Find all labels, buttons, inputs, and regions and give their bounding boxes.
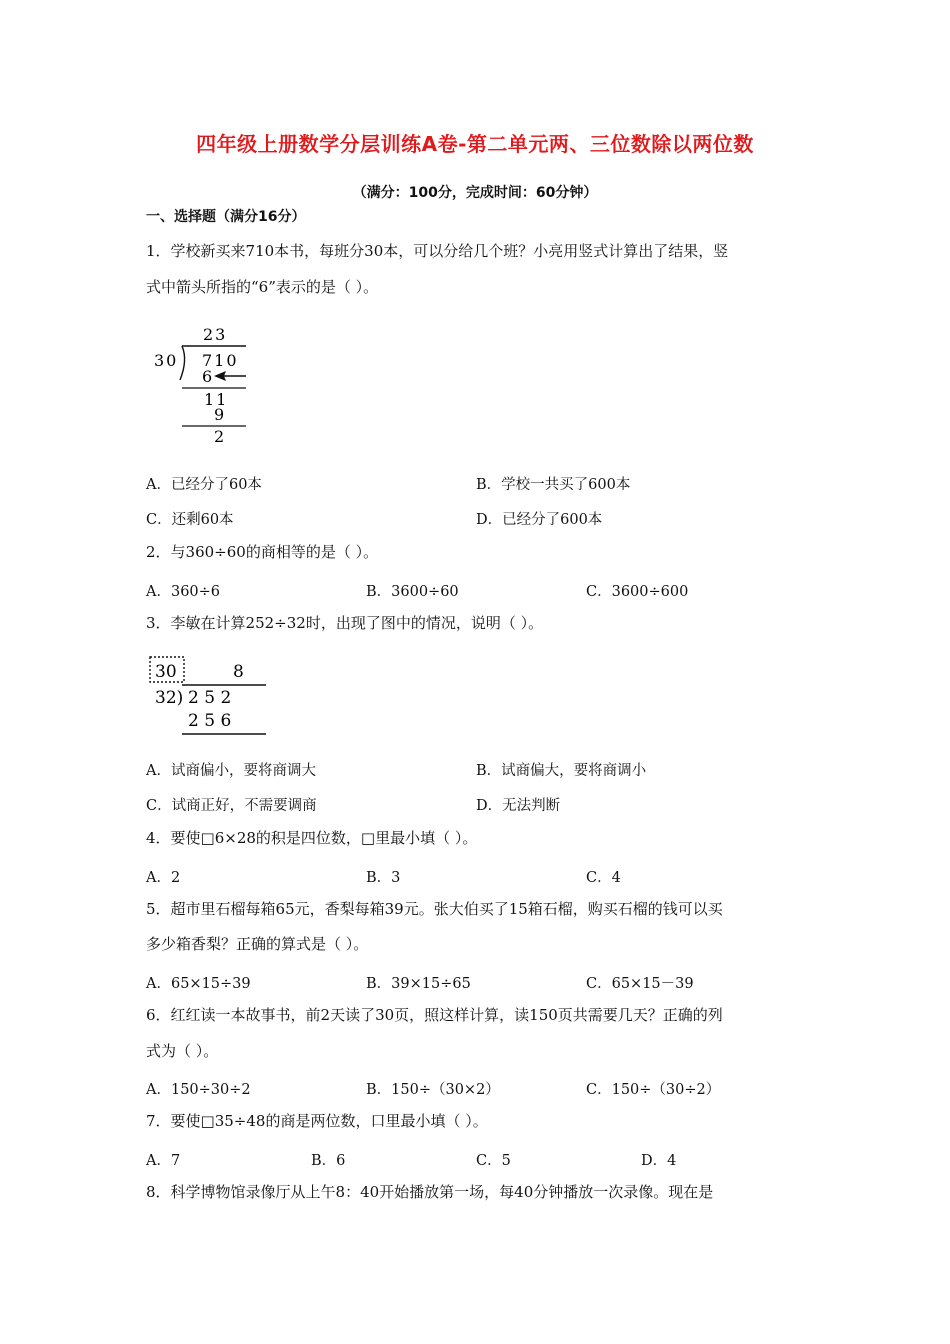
q3-trial-quotient: 30 (155, 662, 177, 682)
question-6-line1: 6．红红读一本故事书，前2天读了30页，照这样计算，读150页共需要几天？正确的列 (146, 1006, 723, 1024)
q2-option-a[interactable]: A．360÷6 (146, 584, 221, 600)
question-4: 4．要使□6×28的积是四位数，□里最小填（ ）。 (146, 829, 478, 847)
q1-division-bracket (180, 346, 185, 380)
q1-option-b[interactable]: B．学校一共买了600本 (476, 477, 631, 493)
q7-option-b[interactable]: B．6 (311, 1153, 346, 1169)
q7-option-c[interactable]: C．5 (476, 1153, 511, 1169)
q2-option-b[interactable]: B．3600÷60 (366, 584, 459, 600)
score-time-note: （满分：100分，完成时间：60分钟） (352, 185, 598, 201)
q7-option-a[interactable]: A．7 (146, 1153, 181, 1169)
question-1-line2: 式中箭头所指的“6”表示的是（ ）。 (146, 278, 379, 296)
page-title: 四年级上册数学分层训练A卷-第二单元两、三位数除以两位数 (196, 132, 754, 156)
q1-option-c[interactable]: C．还剩60本 (146, 512, 234, 528)
q6-option-a[interactable]: A．150÷30÷2 (146, 1082, 251, 1098)
q6-option-c[interactable]: C．150÷（30÷2） (586, 1082, 721, 1098)
long-division-diagram-3 (146, 652, 271, 740)
q1-dividend: 710 (202, 351, 239, 370)
q3-option-a[interactable]: A．试商偏小，要将商调大 (146, 763, 316, 779)
long-division-diagram-1 (146, 320, 261, 450)
q1-step2-product: 9 (214, 405, 225, 424)
q3-product: 2 5 6 (188, 711, 232, 731)
section-heading-choice: 一、选择题（满分16分） (146, 209, 306, 225)
q2-option-c[interactable]: C．3600÷600 (586, 584, 689, 600)
q4-option-c[interactable]: C．4 (586, 870, 621, 886)
question-6-line2: 式为（ ）。 (146, 1042, 219, 1060)
question-1-line1: 1．学校新买来710本书，每班分30本，可以分给几个班？小亮用竖式计算出了结果，竖 (146, 242, 729, 260)
question-7: 7．要使□35÷48的商是两位数，口里最小填（ ）。 (146, 1112, 488, 1130)
q4-option-a[interactable]: A．2 (146, 870, 181, 886)
q5-option-a[interactable]: A．65×15÷39 (146, 976, 251, 992)
q1-remainder-1: 11 (204, 390, 229, 409)
q1-option-a[interactable]: A．已经分了60本 (146, 477, 262, 493)
question-3: 3．李敏在计算252÷32时，出现了图中的情况，说明（ ）。 (146, 614, 544, 632)
q3-divisor: 32) (155, 688, 184, 708)
q1-remainder-2: 2 (214, 427, 225, 446)
q7-option-d[interactable]: D．4 (641, 1153, 677, 1169)
q5-option-b[interactable]: B．39×15÷65 (366, 976, 471, 992)
q4-option-b[interactable]: B．3 (366, 870, 401, 886)
q3-dividend: 2 5 2 (188, 688, 232, 708)
q3-option-d[interactable]: D．无法判断 (476, 798, 561, 814)
question-2: 2．与360÷60的商相等的是（ ）。 (146, 543, 379, 561)
question-5-line2: 多少箱香梨？正确的算式是（ ）。 (146, 935, 369, 953)
q1-option-d[interactable]: D．已经分了600本 (476, 512, 603, 528)
q6-option-b[interactable]: B．150÷（30×2） (366, 1082, 500, 1098)
q1-quotient: 23 (203, 325, 228, 344)
q3-option-c[interactable]: C．试商正好，不需要调商 (146, 798, 317, 814)
q1-step1-product: 6 (202, 367, 213, 386)
q5-option-c[interactable]: C．65×15－39 (586, 976, 694, 992)
question-5-line1: 5．超市里石榴每箱65元，香梨每箱39元。张大伯买了15箱石榴，购买石榴的钱可以买 (146, 900, 723, 918)
q3-quotient: 8 (233, 662, 244, 682)
q3-option-b[interactable]: B．试商偏大，要将商调小 (476, 763, 647, 779)
q1-divisor: 30 (154, 351, 179, 370)
question-8-line1: 8．科学博物馆录像厅从上午8：40开始播放第一场，每40分钟播放一次录像。现在是 (146, 1183, 714, 1201)
